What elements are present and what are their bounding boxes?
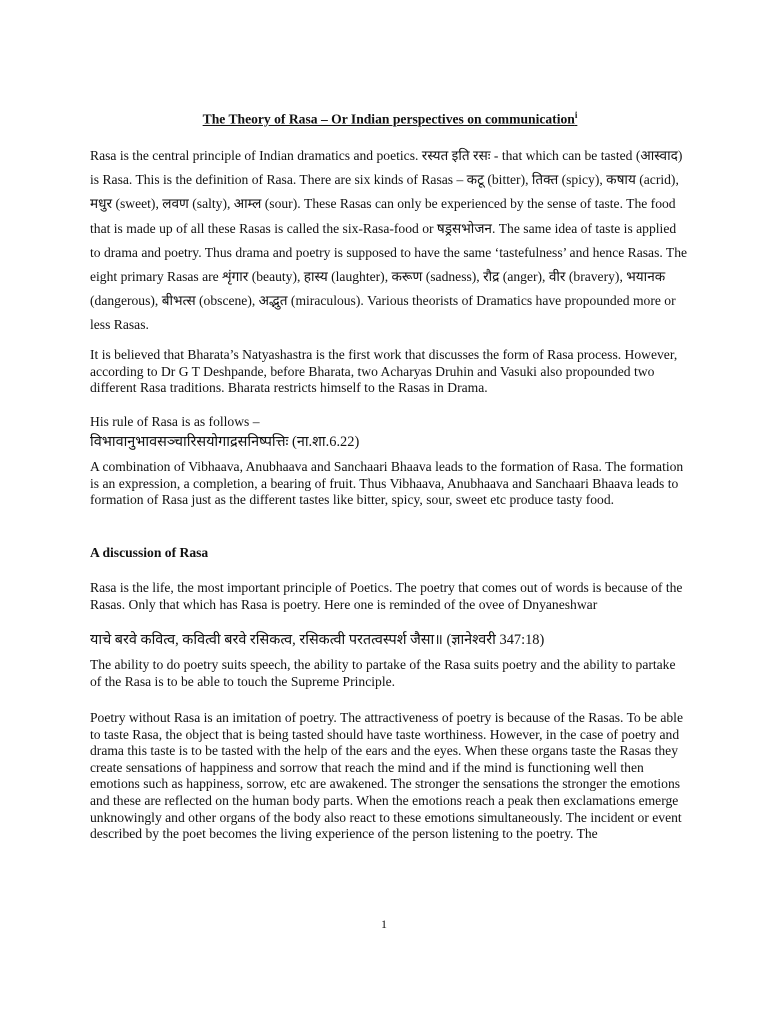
paragraph-natyashastra: It is believed that Bharata’s Natyashastra is the first work that discusses the form of Rasa process. However, according to Dr G T Deshpande, before Bharata, two Acharyas Druhin and Vasuki also propounded two different Rasa traditions. Bharata restricts himself to the Rasas in Drama. <box>90 347 678 396</box>
paragraph-rasa-definition: Rasa is the central principle of Indian dramatics and poetics. रस्यत इति रसः - that which can be tasted (आस्वाद) is Rasa. This is the definition of Rasa. There are six kinds of Rasas – कटू (bitter), तिक्त (spicy), कषाय (acrid), मधुर (sweet), लवण (salty), आम्ल (sour). These Rasas can only be experienced by the sense of taste. The food that is made up of all these Rasas is called the six-Rasa-food or षड्रसभोजन. The same idea of taste is applied to drama and poetry. Thus drama and poetry is supposed to have the same ‘tastefulness’ and hence Rasas. The eight primary Rasas are शृंगार (beauty), हास्य (laughter), करूण (sadness), रौद्र (anger), वीर (bravery), भयानक (dangerous), बीभत्स (obscene), अद्भुत (miraculous). Various theorists of Dramatics have propounded more or less Rasas. <box>90 148 688 333</box>
title-text: The Theory of Rasa – Or Indian perspectives on communication <box>202 111 575 127</box>
page-number: 1 <box>381 917 387 931</box>
paragraph-rasa-formation: A combination of Vibhaava, Anubhaava and Sanchaari Bhaava leads to the formation of Rasa. The formation is an expression, a completion, a bearing of fruit. Thus Vibhaava, Anubhaava and Sanchaari Bhaava leads to formation of Rasa just as the different tastes like bitter, spicy, sour, sweet etc produce tasty food. <box>90 459 684 508</box>
rule-intro: His rule of Rasa is as follows – <box>90 414 260 429</box>
paragraph-ability-poetry: The ability to do poetry suits speech, the ability to partake of the Rasa suits poetry and the ability to partake of the Rasa is to be able to touch the Supreme Principle. <box>90 657 676 689</box>
paragraph-poetry-without-rasa: Poetry without Rasa is an imitation of poetry. The attractiveness of poetry is because of the Rasas. To be able to taste Rasa, the object that is being tasted should have taste worthiness. However, in the case of poetry and drama this taste is to be tasted with the help of the ears and the eyes. When these organs taste the Rasas they create sensations of happiness and sorrow that reach the mind and if the mind is functioning well then emotions such as happiness, sorrow, etc are awakened. The stronger the sensations the stronger the emotions and these are reflected on the human body parts. When the emotions reach a peak then exclamations emerge unknowingly and other organs of the body also react to these emotions simultaneously. The incident or event described by the poet becomes the living experience of the person listening to the poetry. The <box>90 710 683 842</box>
paragraph-life-of-poetics: Rasa is the life, the most important principle of Poetics. The poetry that comes out of words is because of the Rasas. Only that which has Rasa is poetry. Here one is reminded of the ovee of Dnyaneshwar <box>90 580 683 612</box>
title-footnote-marker: i <box>574 110 578 120</box>
rule-sanskrit: विभावानुभावसञ्चारिसयोगाद्रसनिष्पत्तिः (ना.शा.6.22) <box>90 434 360 450</box>
section-heading-discussion: A discussion of Rasa <box>90 545 209 560</box>
ovee-quotation: याचे बरवे कवित्व, कवित्वी बरवे रसिकत्व, रसिकत्वी परतत्वस्पर्श जैसा॥ (ज्ञानेश्वरी 347:18) <box>90 632 545 648</box>
document-title <box>90 110 690 128</box>
